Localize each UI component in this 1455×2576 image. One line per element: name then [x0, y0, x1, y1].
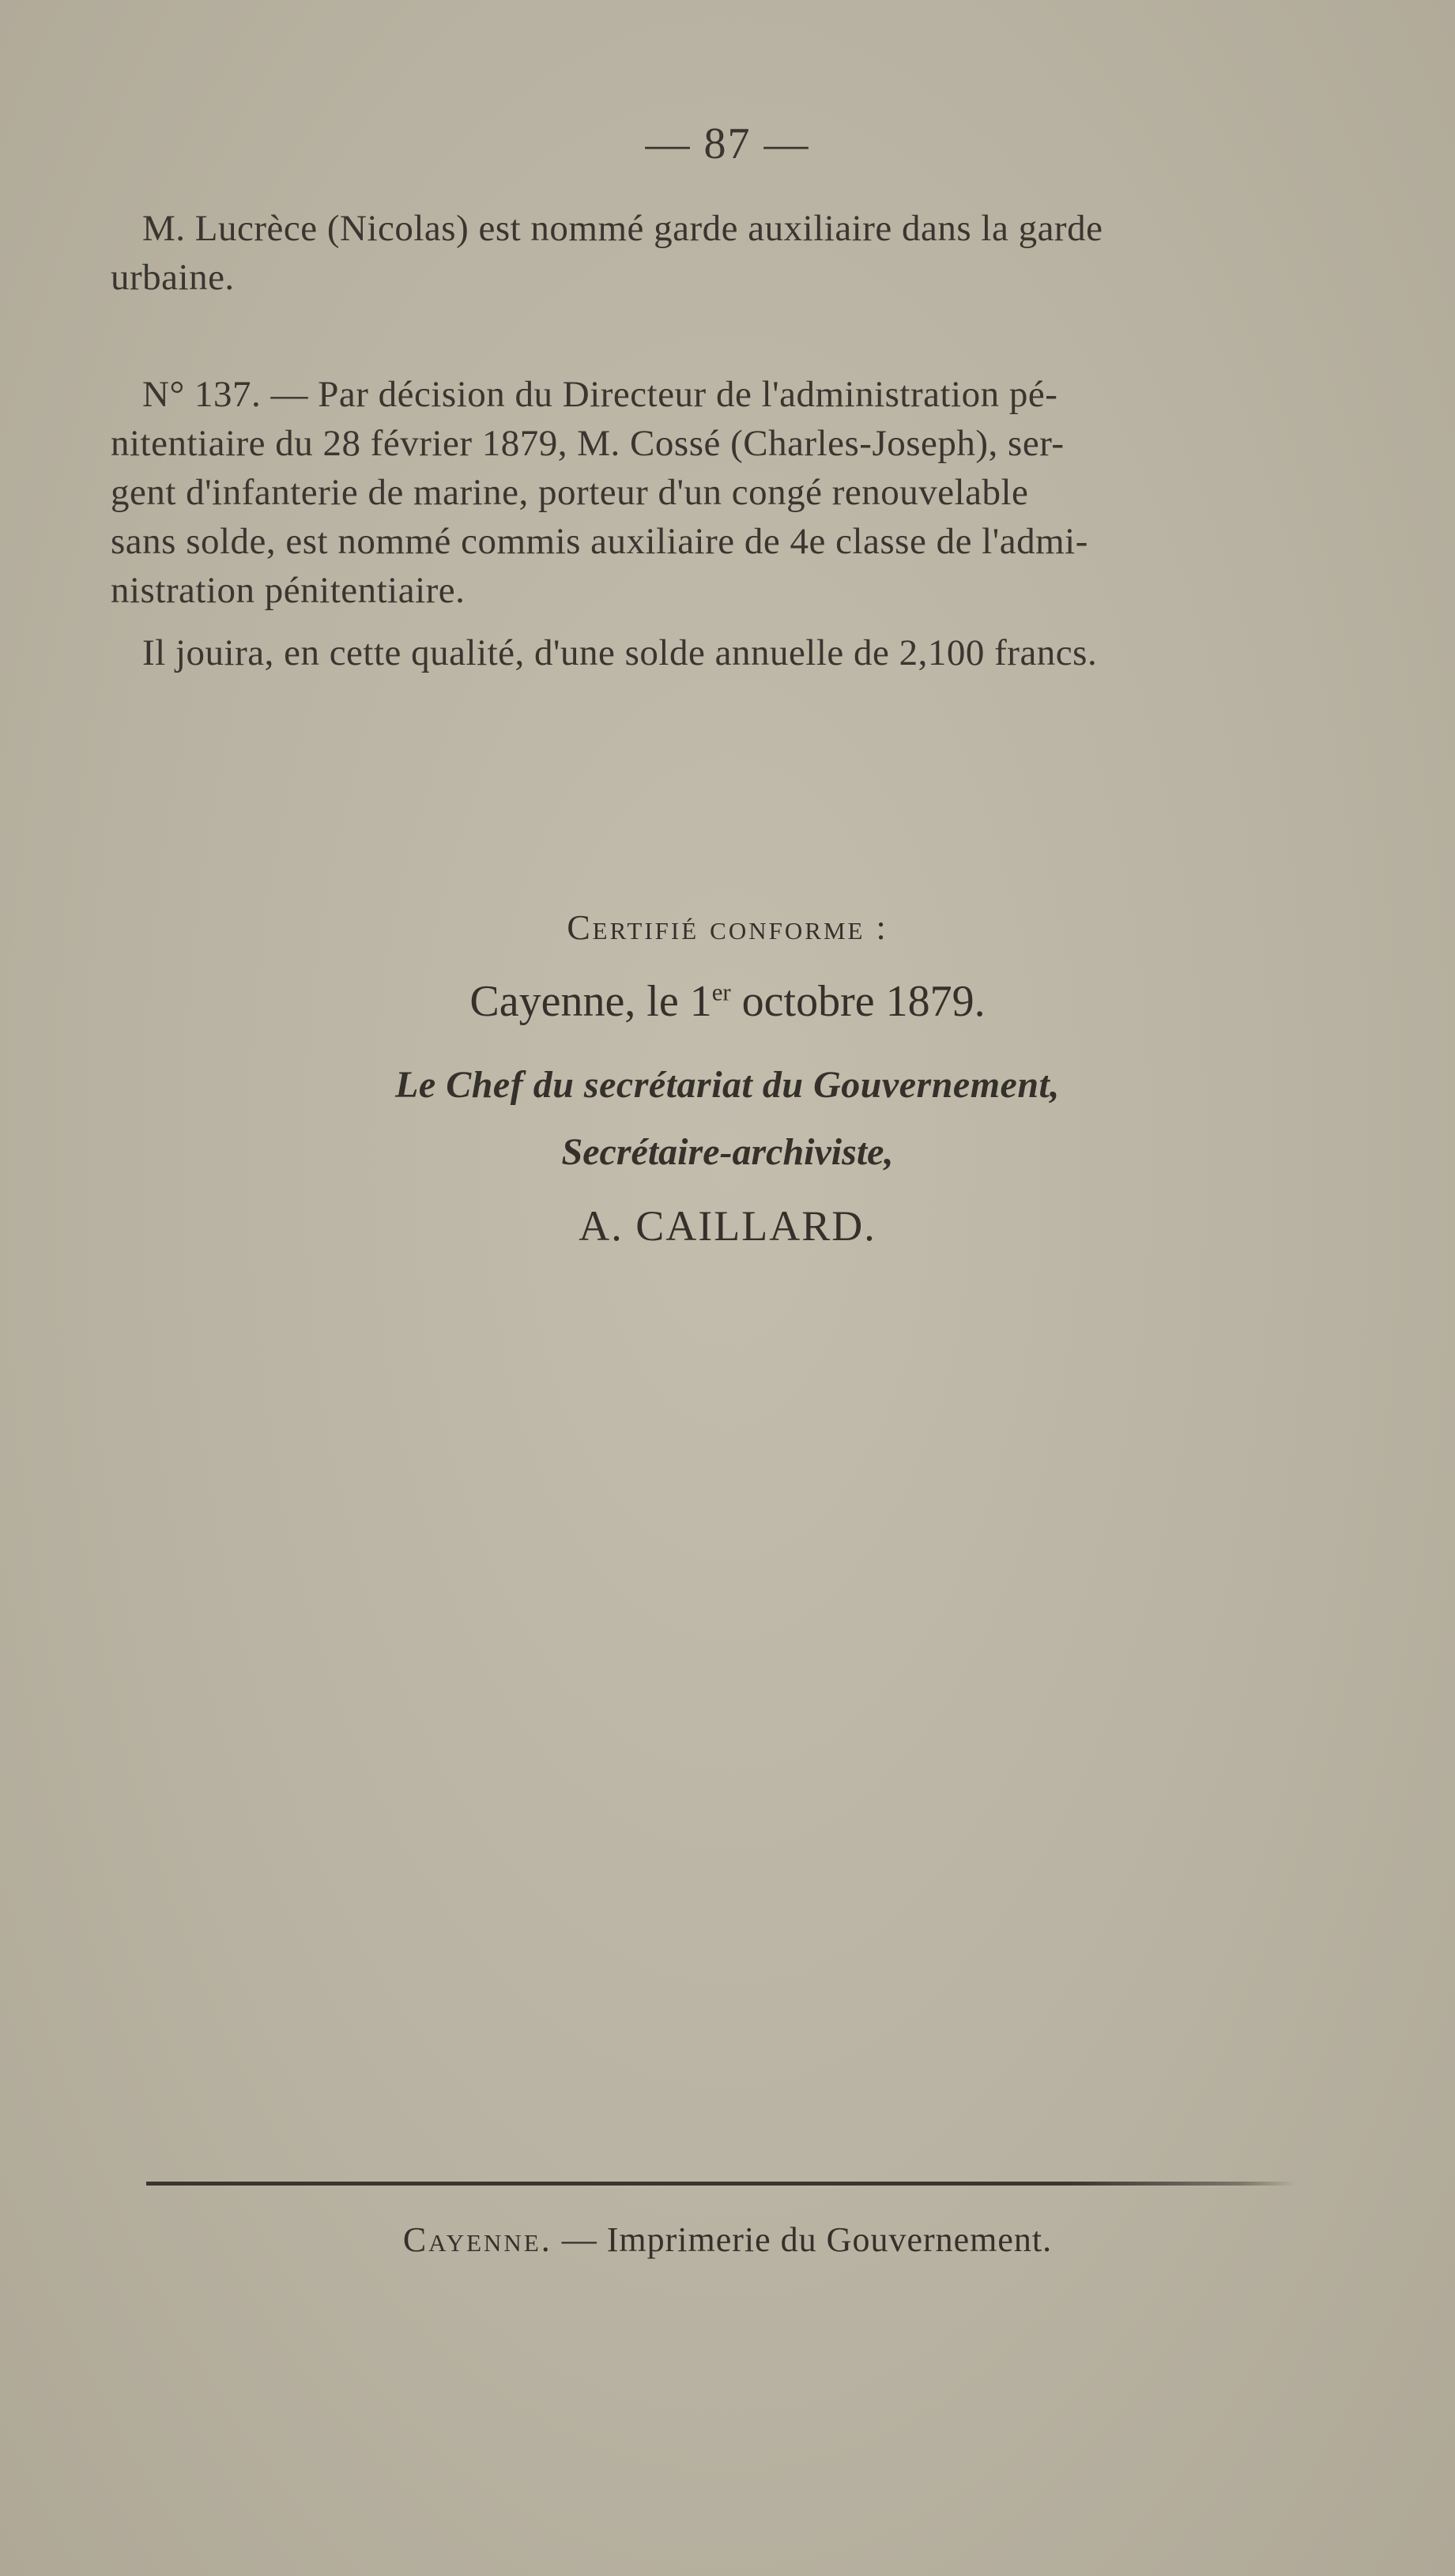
paragraph-decision-137 [111, 370, 1320, 615]
certification-heading: Certifié conforme : [567, 908, 888, 947]
place-date [0, 976, 1455, 1027]
page-number: — 87 — [645, 119, 810, 168]
printer-imprint [0, 2220, 1455, 2260]
paragraph-line: Il jouira, en cette qualité, d'une solde annuelle de 2,100 francs. [142, 632, 1098, 673]
paragraph-line: nistration pénitentiaire. [111, 570, 466, 611]
signatory-name: A. CAILLARD. [579, 1202, 876, 1250]
imprint-place: Cayenne. [402, 2220, 552, 2259]
place-date-suffix: octobre 1879. [730, 977, 986, 1026]
place-date-prefix: Cayenne, le 1 [469, 977, 712, 1026]
imprint-printer: Imprimerie du Gouvernement. [606, 2220, 1053, 2259]
paragraph-line: urbaine. [111, 257, 235, 298]
paragraph-line: sans solde, est nommé commis auxiliaire de 4e classe de l'admi- [111, 521, 1088, 562]
imprint-separator: — [552, 2220, 607, 2259]
official-subtitle: Secrétaire-archiviste, [561, 1131, 894, 1173]
paragraph-solde [111, 628, 1320, 677]
paragraph-line: N° 137. — Par décision du Directeur de l'administration pé- [142, 374, 1058, 415]
paragraph-line: nitentiaire du 28 février 1879, M. Cossé (Charles-Joseph), ser- [111, 423, 1065, 464]
paragraph-line: M. Lucrèce (Nicolas) est nommé garde auxiliaire dans la garde [142, 208, 1103, 249]
paragraph-lucrece [111, 204, 1320, 302]
place-date-superscript: er [711, 979, 731, 1006]
footer-divider [146, 2182, 1296, 2186]
official-title: Le Chef du secrétariat du Gouvernement, [395, 1064, 1060, 1106]
paragraph-line: gent d'infanterie de marine, porteur d'un congé renouvelable [111, 472, 1029, 513]
